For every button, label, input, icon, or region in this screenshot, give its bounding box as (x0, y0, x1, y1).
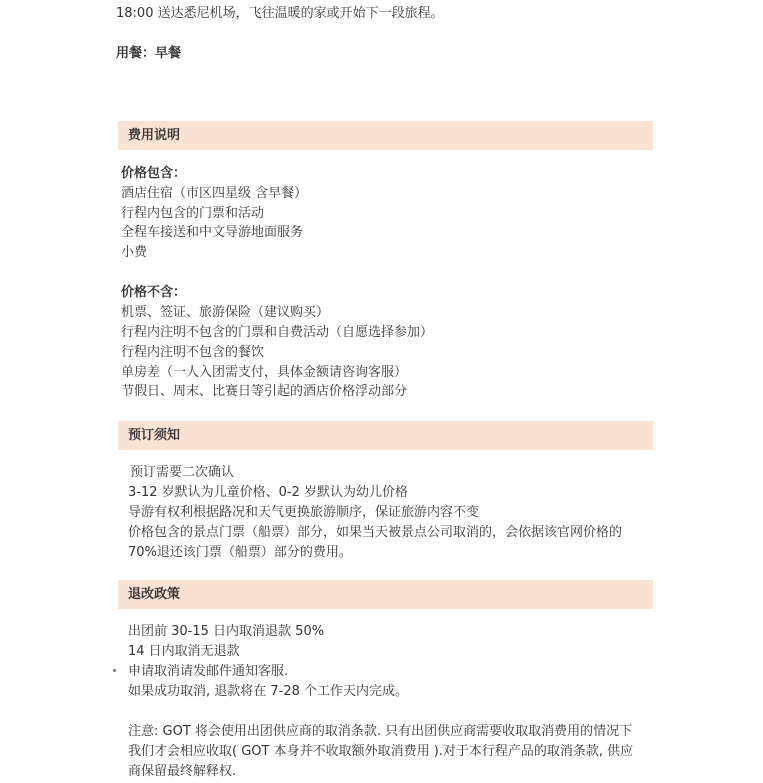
excluded-item: 节假日、周末、比赛日等引起的酒店价格浮动部分 (121, 384, 408, 399)
excluded-heading: 价格不含： (121, 285, 187, 300)
included-item: 酒店住宿（市区四星级 含早餐） (121, 186, 308, 201)
booking-line: 导游有权利根据路况和天气更换旅游顺序，保证旅游内容不变 (128, 505, 480, 520)
departure-text: 18:00 送达悉尼机场，飞往温暖的家或开始下一段旅程。 (116, 6, 444, 21)
excluded-item: 行程内注明不包含的门票和自费活动（自愿选择参加） (121, 325, 434, 340)
refund-section-header (118, 580, 653, 609)
booking-section-title: 预订须知 (128, 428, 181, 443)
included-heading: 价格包含： (121, 166, 187, 181)
refund-note-line: 我们才会相应收取( GOT 本身并不收取额外取消费用 ).对于本行程产品的取消条款, 供应 (128, 744, 634, 759)
excluded-item: 机票、签证、旅游保险（建议购买） (121, 305, 330, 320)
booking-line: 3-12 岁默认为儿童价格、0-2 岁默认为幼儿价格 (128, 485, 409, 500)
meal-text: 用餐：早餐 (116, 46, 182, 61)
booking-line: 预订需要二次确认 (130, 465, 235, 480)
booking-section-header (118, 421, 653, 450)
fees-section-title: 费用说明 (128, 128, 181, 143)
excluded-item: 行程内注明不包含的餐饮 (121, 345, 265, 360)
excluded-item: 单房差（一人入团需支付，具体金额请咨询客服） (121, 365, 408, 380)
bullet-icon (113, 669, 116, 672)
refund-section-title: 退改政策 (128, 587, 181, 602)
refund-line: 14 日内取消无退款 (128, 644, 240, 659)
refund-note-line: 商保留最终解释权. (128, 764, 237, 779)
fees-section-header (118, 121, 653, 150)
booking-line: 70%退还该门票（船票）部分的费用。 (128, 545, 352, 560)
refund-line: 申请取消请发邮件通知客服. (128, 664, 289, 679)
refund-note-line: 注意: GOT 将会使用出团供应商的取消条款. 只有出团供应商需要收取取消费用的情况下 (128, 724, 633, 739)
included-item: 行程内包含的门票和活动 (121, 206, 265, 221)
booking-line: 价格包含的景点门票（船票）部分，如果当天被景点公司取消的，会依据该官网价格的 (128, 525, 623, 540)
refund-line: 出团前 30-15 日内取消退款 50% (128, 624, 325, 639)
refund-line: 如果成功取消, 退款将在 7-28 个工作天内完成。 (128, 684, 409, 699)
included-item: 全程车接送和中文导游地面服务 (121, 225, 304, 240)
included-item: 小费 (121, 245, 148, 260)
